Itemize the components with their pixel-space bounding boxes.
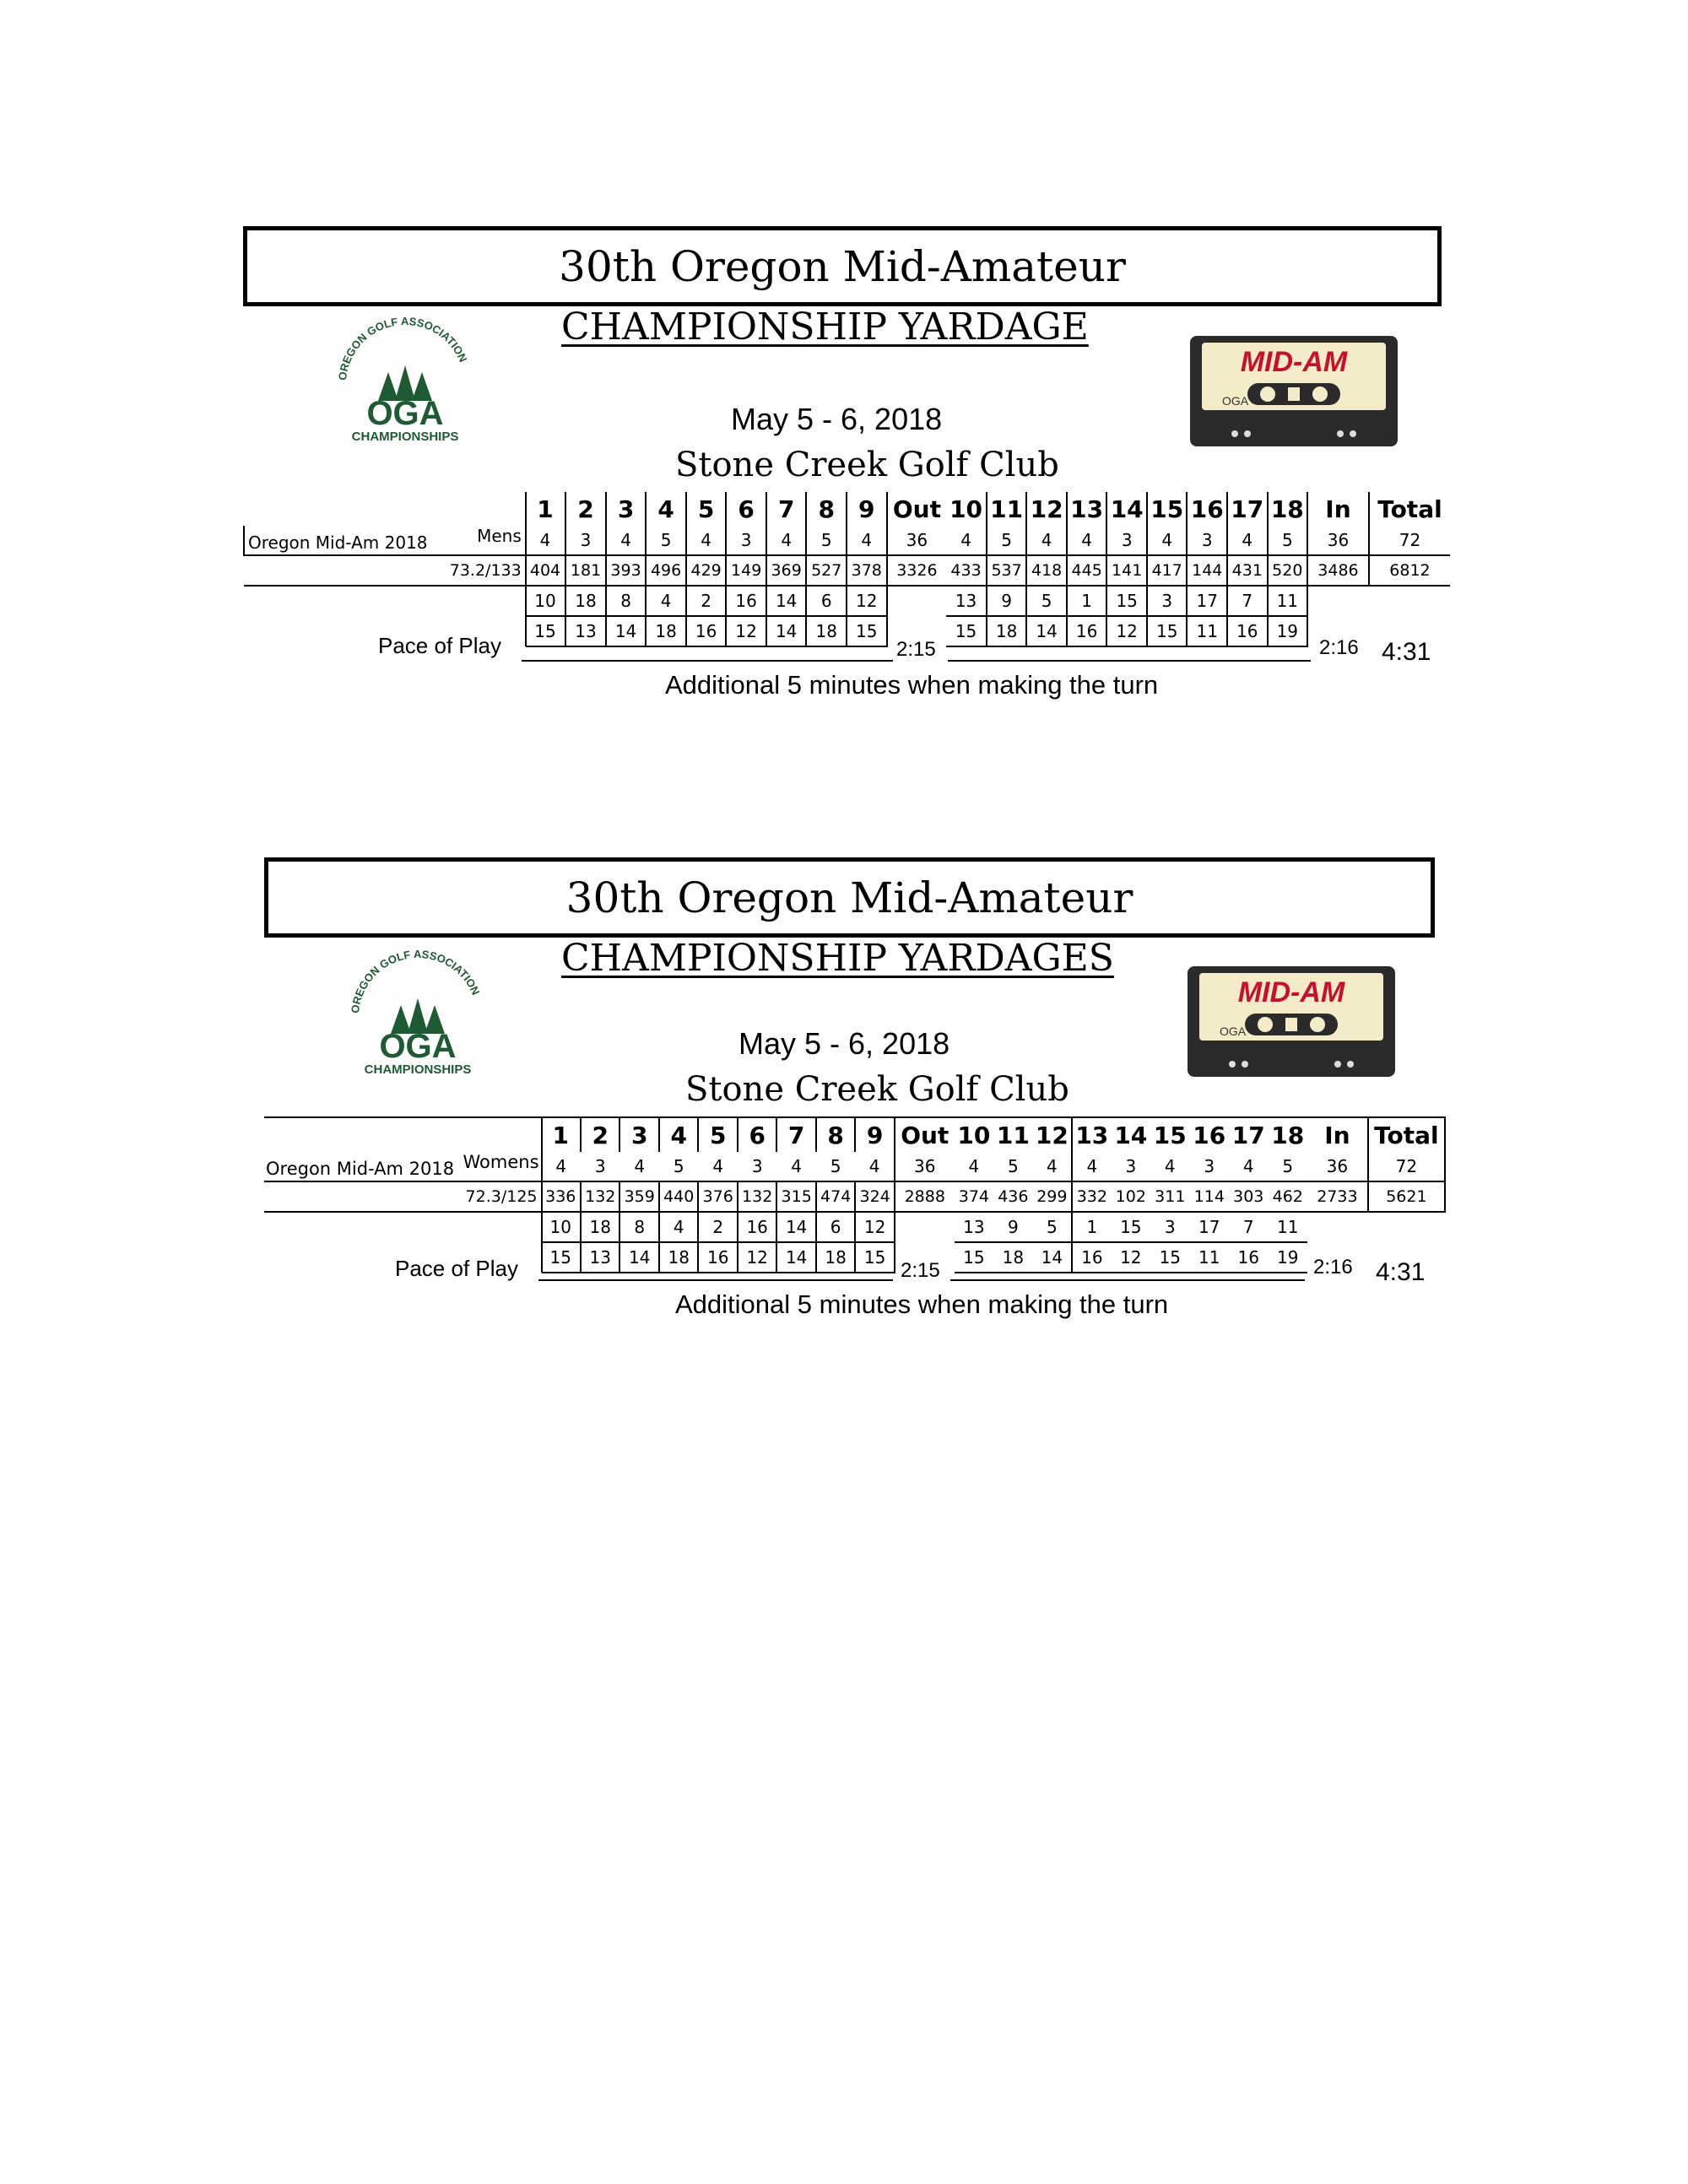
pace-cell: 18 <box>806 616 847 646</box>
hole-header: 13 <box>1072 1117 1111 1152</box>
hole-header: 10 <box>946 492 987 526</box>
logo-letters: OGA <box>379 1028 457 1065</box>
hole-header: 8 <box>806 492 847 526</box>
hole-header: 18 <box>1269 1117 1307 1152</box>
handicap-cell: 9 <box>987 586 1027 616</box>
yardage-cell: 369 <box>766 555 807 586</box>
in-header: In <box>1307 1117 1368 1152</box>
pace-cell: 15 <box>1147 616 1188 646</box>
handicap-cell: 5 <box>1033 1212 1072 1242</box>
handicap-cell: 2 <box>686 586 727 616</box>
event-dates: May 5 - 6, 2018 <box>731 402 943 436</box>
hole-header: 7 <box>766 492 807 526</box>
venue-name: Stone Creek Golf Club <box>675 446 1059 484</box>
course-rating: 73.2/133 <box>244 555 526 586</box>
tee-label: Mens <box>477 526 522 546</box>
svg-text:OREGON GOLF ASSOCIATION <box>336 316 469 381</box>
table-cell <box>244 492 526 526</box>
card-title: 30th Oregon Mid-Amateur <box>243 226 1442 306</box>
yardage-cell: 376 <box>698 1181 737 1212</box>
hole-header: 15 <box>1147 492 1188 526</box>
handicap-cell: 2 <box>698 1212 737 1242</box>
logo-letters: OGA <box>366 395 444 432</box>
hole-header: 9 <box>855 1117 894 1152</box>
yardage-cell: 433 <box>946 555 987 586</box>
course-rating: 72.3/125 <box>264 1181 542 1212</box>
par-cell: 4 <box>946 526 987 555</box>
in-header: In <box>1307 492 1369 526</box>
yardage-cell: 144 <box>1187 555 1227 586</box>
pace-cell: 13 <box>565 616 606 646</box>
hole-header: 14 <box>1112 1117 1150 1152</box>
yardage-cell: 537 <box>987 555 1027 586</box>
yardage-cell: 418 <box>1026 555 1067 586</box>
yardage-total: 6812 <box>1369 555 1450 586</box>
yardage-cell: 181 <box>565 555 606 586</box>
yardage-in: 3486 <box>1307 555 1369 586</box>
hole-header: 11 <box>993 1117 1032 1152</box>
hole-header: 4 <box>646 492 686 526</box>
yardage-cell: 417 <box>1147 555 1188 586</box>
handicap-cell: 14 <box>776 1212 815 1242</box>
hole-header: 11 <box>987 492 1027 526</box>
yardage-cell: 324 <box>855 1181 894 1212</box>
yardage-cell: 149 <box>726 555 766 586</box>
pace-cell: 15 <box>526 616 566 646</box>
pace-in-time: 2:16 <box>1313 1256 1353 1279</box>
pace-cell: 19 <box>1269 1242 1307 1273</box>
par-cell: 4 <box>1229 1152 1268 1181</box>
yardage-cell: 436 <box>993 1181 1032 1212</box>
yardage-cell: 474 <box>816 1181 855 1212</box>
cassette-small-text: OGA <box>1220 1024 1247 1038</box>
yardage-out: 2888 <box>895 1181 955 1212</box>
par-cell: 4 <box>1026 526 1067 555</box>
yardage-cell: 114 <box>1190 1181 1229 1212</box>
logo-caption: CHAMPIONSHIPS <box>364 1062 472 1076</box>
yardage-cell: 303 <box>1229 1181 1268 1212</box>
par-cell: 4 <box>1227 526 1268 555</box>
pace-rule-front <box>538 1279 893 1281</box>
handicap-cell: 7 <box>1227 586 1268 616</box>
par-cell: 4 <box>855 1152 894 1181</box>
logo-caption: CHAMPIONSHIPS <box>351 430 459 443</box>
pace-cell: 16 <box>1067 616 1107 646</box>
handicap-cell: 6 <box>816 1212 855 1242</box>
yardage-cell: 132 <box>581 1181 619 1212</box>
total-header: Total <box>1368 1117 1445 1152</box>
pace-cell: 16 <box>1072 1242 1111 1273</box>
handicap-cell: 12 <box>855 1212 894 1242</box>
handicap-cell: 18 <box>581 1212 619 1242</box>
handicap-cell: 12 <box>847 586 887 616</box>
par-cell: 5 <box>659 1152 698 1181</box>
handicap-cell: 16 <box>726 586 766 616</box>
pace-cell: 15 <box>955 1242 993 1273</box>
table-cell <box>244 526 526 555</box>
table-cell <box>1307 586 1369 616</box>
pace-cell: 13 <box>581 1242 619 1273</box>
par-out: 36 <box>895 1152 955 1181</box>
par-cell: 4 <box>847 526 887 555</box>
par-cell: 4 <box>542 1152 581 1181</box>
table-cell <box>1369 586 1450 616</box>
par-cell: 4 <box>1067 526 1107 555</box>
hole-header: 1 <box>526 492 566 526</box>
yardage-cell: 141 <box>1106 555 1147 586</box>
par-total: 72 <box>1368 1152 1445 1181</box>
handicap-cell: 10 <box>542 1212 581 1242</box>
pace-cell: 18 <box>993 1242 1032 1273</box>
oga-logo <box>329 316 481 443</box>
par-out: 36 <box>887 526 947 555</box>
yardage-cell: 102 <box>1112 1181 1150 1212</box>
pace-cell: 14 <box>776 1242 815 1273</box>
pace-rule-front <box>522 660 893 662</box>
yardage-cell: 431 <box>1227 555 1268 586</box>
pace-cell: 15 <box>946 616 987 646</box>
table-cell <box>1307 1212 1368 1242</box>
yardage-cell: 440 <box>659 1181 698 1212</box>
par-cell: 4 <box>1147 526 1188 555</box>
yardage-cell: 315 <box>776 1181 815 1212</box>
hole-header: 16 <box>1190 1117 1229 1152</box>
par-cell: 4 <box>1072 1152 1111 1181</box>
par-cell: 3 <box>1187 526 1227 555</box>
par-cell: 4 <box>776 1152 815 1181</box>
pace-of-play-label: Pace of Play <box>378 633 501 658</box>
hole-header: 2 <box>581 1117 619 1152</box>
hole-header: 12 <box>1033 1117 1072 1152</box>
handicap-cell: 17 <box>1190 1212 1229 1242</box>
yardage-cell: 332 <box>1072 1181 1111 1212</box>
pace-cell: 18 <box>659 1242 698 1273</box>
logo-arc-text: OREGON GOLF ASSOCIATION <box>349 949 483 1014</box>
par-total: 72 <box>1369 526 1450 555</box>
pace-out-time: 2:15 <box>896 638 936 661</box>
hole-header: 6 <box>738 1117 776 1152</box>
hole-header: 9 <box>847 492 887 526</box>
yardage-cell: 336 <box>542 1181 581 1212</box>
pace-of-play-label: Pace of Play <box>395 1256 518 1281</box>
handicap-cell: 6 <box>806 586 847 616</box>
yardage-cell: 496 <box>646 555 686 586</box>
handicap-cell: 4 <box>646 586 686 616</box>
hole-header: 1 <box>542 1117 581 1152</box>
handicap-cell: 15 <box>1112 1212 1150 1242</box>
tee-label: Womens <box>463 1152 539 1172</box>
handicap-cell: 7 <box>1229 1212 1268 1242</box>
handicap-cell: 13 <box>946 586 987 616</box>
total-header: Total <box>1377 495 1442 523</box>
hole-header: 10 <box>955 1117 993 1152</box>
out-header: Out <box>892 495 941 523</box>
par-cell: 4 <box>955 1152 993 1181</box>
cassette-label: MID-AM <box>1240 346 1348 378</box>
hole-header: 2 <box>565 492 606 526</box>
par-cell: 3 <box>565 526 606 555</box>
par-cell: 4 <box>686 526 727 555</box>
hole-header: 3 <box>619 1117 658 1152</box>
event-dates: May 5 - 6, 2018 <box>738 1026 950 1061</box>
pace-cell: 18 <box>816 1242 855 1273</box>
scorecard-table <box>243 492 1450 647</box>
pace-cell: 14 <box>1026 616 1067 646</box>
yardage-in: 2733 <box>1307 1181 1368 1212</box>
par-cell: 4 <box>698 1152 737 1181</box>
yardage-cell: 132 <box>738 1181 776 1212</box>
yardage-cell: 393 <box>606 555 647 586</box>
yardage-total: 5621 <box>1368 1181 1445 1212</box>
handicap-cell: 11 <box>1269 1212 1307 1242</box>
card-title: 30th Oregon Mid-Amateur <box>264 857 1435 938</box>
hole-header: 6 <box>726 492 766 526</box>
mid-am-cassette-logo <box>1188 334 1399 448</box>
pace-out-time: 2:15 <box>901 1259 940 1282</box>
hole-header: 18 <box>1268 492 1308 526</box>
handicap-cell: 9 <box>993 1212 1032 1242</box>
handicap-cell: 3 <box>1147 586 1188 616</box>
handicap-cell: 4 <box>659 1212 698 1242</box>
pace-cell: 12 <box>1106 616 1147 646</box>
table-cell <box>264 1152 542 1181</box>
pace-rule-back <box>948 660 1311 662</box>
yardage-cell: 311 <box>1150 1181 1189 1212</box>
par-cell: 3 <box>1112 1152 1150 1181</box>
par-cell: 3 <box>581 1152 619 1181</box>
pace-cell: 11 <box>1187 616 1227 646</box>
cassette-label: MID-AM <box>1237 976 1345 1008</box>
handicap-cell: 1 <box>1072 1212 1111 1242</box>
par-cell: 5 <box>646 526 686 555</box>
scorecard-table <box>264 1116 1446 1273</box>
par-cell: 4 <box>1150 1152 1189 1181</box>
hole-header: 7 <box>776 1117 815 1152</box>
hole-header: 8 <box>816 1117 855 1152</box>
handicap-cell: 17 <box>1187 586 1227 616</box>
mid-am-cassette-logo <box>1186 965 1397 1078</box>
event-label: Oregon Mid-Am 2018 <box>248 532 428 553</box>
par-cell: 3 <box>726 526 766 555</box>
pace-in-time: 2:16 <box>1319 636 1359 659</box>
handicap-cell: 11 <box>1268 586 1308 616</box>
hole-header: 15 <box>1150 1117 1189 1152</box>
oga-logo <box>342 949 494 1076</box>
yardage-cell: 378 <box>847 555 887 586</box>
pace-cell: 18 <box>646 616 686 646</box>
par-cell: 3 <box>1106 526 1147 555</box>
event-label: Oregon Mid-Am 2018 <box>266 1159 455 1179</box>
handicap-cell: 5 <box>1026 586 1067 616</box>
pace-cell: 18 <box>987 616 1027 646</box>
pace-cell: 15 <box>855 1242 894 1273</box>
logo-arc-text: OREGON GOLF ASSOCIATION <box>336 316 470 381</box>
par-in: 36 <box>1307 526 1369 555</box>
hole-header: 5 <box>686 492 727 526</box>
yardage-cell: 299 <box>1033 1181 1072 1212</box>
pace-cell: 14 <box>619 1242 658 1273</box>
yardage-cell: 527 <box>806 555 847 586</box>
handicap-cell: 18 <box>565 586 606 616</box>
par-cell: 5 <box>993 1152 1032 1181</box>
pace-cell: 15 <box>847 616 887 646</box>
par-cell: 3 <box>738 1152 776 1181</box>
handicap-cell: 3 <box>1150 1212 1189 1242</box>
handicap-cell: 15 <box>1106 586 1147 616</box>
yardage-cell: 429 <box>686 555 727 586</box>
pace-total-time: 4:31 <box>1376 1258 1426 1286</box>
pace-cell: 15 <box>1150 1242 1189 1273</box>
handicap-cell: 10 <box>526 586 566 616</box>
table-cell <box>244 586 526 616</box>
handicap-cell: 8 <box>619 1212 658 1242</box>
handicap-cell: 8 <box>606 586 647 616</box>
pace-cell: 19 <box>1268 616 1308 646</box>
pace-cell: 16 <box>1229 1242 1268 1273</box>
card-subtitle: CHAMPIONSHIP YARDAGES <box>561 937 1114 980</box>
par-cell: 5 <box>1268 526 1308 555</box>
hole-header: 12 <box>1026 492 1067 526</box>
handicap-cell: 14 <box>766 586 807 616</box>
pace-cell: 16 <box>1227 616 1268 646</box>
yardage-out: 3326 <box>887 555 947 586</box>
turn-note: Additional 5 minutes when making the turn <box>665 670 1159 700</box>
par-in: 36 <box>1307 1152 1368 1181</box>
pace-cell: 14 <box>1033 1242 1072 1273</box>
hole-header: 17 <box>1229 1117 1268 1152</box>
card-subtitle: CHAMPIONSHIP YARDAGE <box>561 305 1089 349</box>
hole-header: 16 <box>1187 492 1227 526</box>
par-cell: 4 <box>619 1152 658 1181</box>
hole-header: 17 <box>1227 492 1268 526</box>
pace-cell: 15 <box>542 1242 581 1273</box>
table-cell <box>264 1212 542 1242</box>
yardage-cell: 404 <box>526 555 566 586</box>
table-cell <box>264 1117 542 1152</box>
hole-header: 14 <box>1106 492 1147 526</box>
pace-cell: 14 <box>606 616 647 646</box>
venue-name: Stone Creek Golf Club <box>685 1070 1069 1109</box>
hole-header: 4 <box>659 1117 698 1152</box>
hole-header: 3 <box>606 492 647 526</box>
yardage-cell: 359 <box>619 1181 658 1212</box>
par-cell: 4 <box>1033 1152 1072 1181</box>
handicap-cell: 13 <box>955 1212 993 1242</box>
pace-cell: 16 <box>686 616 727 646</box>
pace-cell: 16 <box>698 1242 737 1273</box>
par-cell: 4 <box>766 526 807 555</box>
par-cell: 5 <box>1269 1152 1307 1181</box>
pace-cell: 11 <box>1190 1242 1229 1273</box>
table-cell <box>895 1212 955 1242</box>
handicap-cell: 1 <box>1067 586 1107 616</box>
par-cell: 5 <box>816 1152 855 1181</box>
hole-header: 13 <box>1067 492 1107 526</box>
par-cell: 5 <box>806 526 847 555</box>
turn-note: Additional 5 minutes when making the turn <box>675 1289 1169 1319</box>
pace-cell: 12 <box>738 1242 776 1273</box>
yardage-cell: 520 <box>1268 555 1308 586</box>
hole-header: 5 <box>698 1117 737 1152</box>
svg-text:OREGON GOLF ASSOCIATION <box>349 949 482 1014</box>
pace-cell: 14 <box>766 616 807 646</box>
yardage-cell: 445 <box>1067 555 1107 586</box>
pace-cell: 12 <box>1112 1242 1150 1273</box>
out-header: Out <box>895 1117 955 1152</box>
cassette-small-text: OGA <box>1222 394 1249 408</box>
yardage-cell: 374 <box>955 1181 993 1212</box>
pace-total-time: 4:31 <box>1382 638 1431 666</box>
table-cell <box>1368 1212 1445 1242</box>
par-cell: 3 <box>1190 1152 1229 1181</box>
pace-cell: 12 <box>726 616 766 646</box>
par-cell: 5 <box>987 526 1027 555</box>
par-cell: 4 <box>606 526 647 555</box>
yardage-cell: 462 <box>1269 1181 1307 1212</box>
par-cell: 4 <box>526 526 566 555</box>
table-cell <box>887 586 947 616</box>
handicap-cell: 16 <box>738 1212 776 1242</box>
pace-rule-back <box>950 1279 1305 1281</box>
